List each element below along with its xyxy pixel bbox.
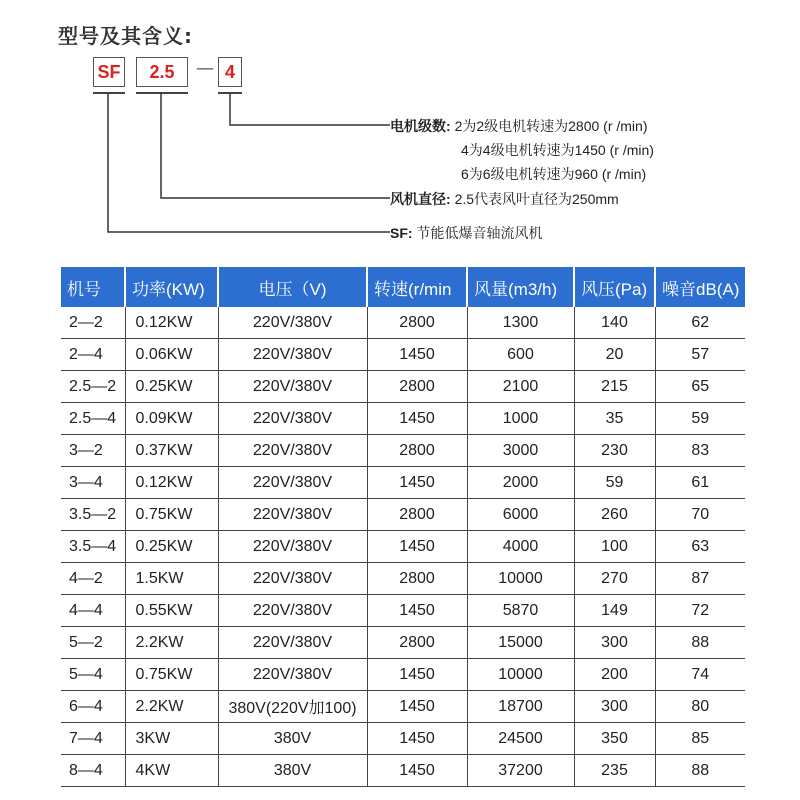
cell-power: 0.37KW bbox=[125, 435, 218, 467]
cell-pressure: 140 bbox=[574, 307, 655, 339]
cell-voltage: 220V/380V bbox=[218, 339, 367, 371]
cell-pressure: 350 bbox=[574, 723, 655, 755]
cell-airflow: 2100 bbox=[467, 371, 574, 403]
cell-pressure: 300 bbox=[574, 627, 655, 659]
pole-legend-text-6: 6为6级电机转速为960 (r /min) bbox=[461, 166, 647, 182]
cell-power: 0.12KW bbox=[125, 307, 218, 339]
model-code-series: SF bbox=[93, 57, 125, 87]
cell-speed: 1450 bbox=[367, 723, 467, 755]
cell-speed: 2800 bbox=[367, 563, 467, 595]
cell-power: 0.09KW bbox=[125, 403, 218, 435]
diameter-leader-line bbox=[161, 93, 390, 198]
cell-airflow: 3000 bbox=[467, 435, 574, 467]
table-row bbox=[61, 563, 745, 595]
series-legend-line bbox=[390, 224, 542, 242]
cell-model: 3.5—4 bbox=[61, 531, 125, 563]
table-row bbox=[61, 339, 745, 371]
cell-airflow: 1300 bbox=[467, 307, 574, 339]
model-code-dash: — bbox=[196, 58, 214, 79]
cell-voltage: 220V/380V bbox=[218, 595, 367, 627]
table-row bbox=[61, 435, 745, 467]
cell-voltage: 380V(220V加100) bbox=[218, 691, 367, 723]
cell-airflow: 10000 bbox=[467, 659, 574, 691]
cell-speed: 1450 bbox=[367, 691, 467, 723]
cell-power: 2.2KW bbox=[125, 627, 218, 659]
cell-power: 3KW bbox=[125, 723, 218, 755]
cell-model: 3—2 bbox=[61, 435, 125, 467]
cell-airflow: 15000 bbox=[467, 627, 574, 659]
spec-table bbox=[61, 267, 745, 787]
pole-legend-text-2: 2为2级电机转速为2800 (r /min) bbox=[454, 118, 648, 134]
cell-noise: 74 bbox=[655, 659, 745, 691]
series-legend-key: SF: bbox=[390, 225, 413, 241]
cell-airflow: 10000 bbox=[467, 563, 574, 595]
cell-pressure: 215 bbox=[574, 371, 655, 403]
col-header-airflow: 风量(m3/h) bbox=[467, 267, 574, 307]
diameter-legend-line bbox=[390, 190, 619, 208]
cell-voltage: 220V/380V bbox=[218, 499, 367, 531]
cell-speed: 1450 bbox=[367, 595, 467, 627]
col-header-model: 机号 bbox=[61, 267, 125, 307]
cell-noise: 57 bbox=[655, 339, 745, 371]
table-row bbox=[61, 755, 745, 787]
table-row bbox=[61, 595, 745, 627]
cell-voltage: 220V/380V bbox=[218, 627, 367, 659]
cell-speed: 1450 bbox=[367, 467, 467, 499]
cell-model: 5—2 bbox=[61, 627, 125, 659]
cell-airflow: 5870 bbox=[467, 595, 574, 627]
cell-voltage: 220V/380V bbox=[218, 371, 367, 403]
pole-legend-text-4: 4为4级电机转速为1450 (r /min) bbox=[461, 142, 654, 158]
cell-power: 1.5KW bbox=[125, 563, 218, 595]
table-row bbox=[61, 499, 745, 531]
cell-speed: 1450 bbox=[367, 755, 467, 787]
cell-airflow: 2000 bbox=[467, 467, 574, 499]
cell-voltage: 220V/380V bbox=[218, 307, 367, 339]
cell-pressure: 59 bbox=[574, 467, 655, 499]
cell-noise: 85 bbox=[655, 723, 745, 755]
cell-power: 0.75KW bbox=[125, 659, 218, 691]
cell-model: 8—4 bbox=[61, 755, 125, 787]
cell-voltage: 220V/380V bbox=[218, 467, 367, 499]
table-row bbox=[61, 403, 745, 435]
cell-pressure: 260 bbox=[574, 499, 655, 531]
cell-airflow: 18700 bbox=[467, 691, 574, 723]
cell-voltage: 220V/380V bbox=[218, 435, 367, 467]
cell-pressure: 35 bbox=[574, 403, 655, 435]
series-legend-text: 节能低爆音轴流风机 bbox=[416, 225, 543, 241]
col-header-pressure: 风压(Pa) bbox=[574, 267, 655, 307]
cell-noise: 72 bbox=[655, 595, 745, 627]
table-row bbox=[61, 691, 745, 723]
cell-noise: 83 bbox=[655, 435, 745, 467]
cell-pressure: 235 bbox=[574, 755, 655, 787]
cell-model: 4—4 bbox=[61, 595, 125, 627]
cell-speed: 2800 bbox=[367, 627, 467, 659]
pole-leader-line bbox=[230, 93, 390, 125]
cell-airflow: 4000 bbox=[467, 531, 574, 563]
cell-power: 2.2KW bbox=[125, 691, 218, 723]
cell-noise: 65 bbox=[655, 371, 745, 403]
pole-legend-key: 电机级数: bbox=[390, 118, 451, 134]
spec-table-body bbox=[61, 307, 745, 787]
cell-airflow: 24500 bbox=[467, 723, 574, 755]
table-row bbox=[61, 531, 745, 563]
cell-airflow: 37200 bbox=[467, 755, 574, 787]
page-title: 型号及其含义: bbox=[58, 24, 193, 48]
table-row bbox=[61, 627, 745, 659]
cell-pressure: 149 bbox=[574, 595, 655, 627]
diameter-legend-text: 2.5代表风叶直径为250mm bbox=[454, 191, 619, 207]
cell-airflow: 6000 bbox=[467, 499, 574, 531]
cell-noise: 59 bbox=[655, 403, 745, 435]
cell-pressure: 200 bbox=[574, 659, 655, 691]
table-row bbox=[61, 371, 745, 403]
cell-model: 3.5—2 bbox=[61, 499, 125, 531]
cell-pressure: 300 bbox=[574, 691, 655, 723]
table-row bbox=[61, 307, 745, 339]
cell-voltage: 220V/380V bbox=[218, 659, 367, 691]
cell-noise: 61 bbox=[655, 467, 745, 499]
table-header-row bbox=[61, 267, 745, 307]
cell-model: 6—4 bbox=[61, 691, 125, 723]
table-row bbox=[61, 723, 745, 755]
cell-airflow: 1000 bbox=[467, 403, 574, 435]
cell-model: 3—4 bbox=[61, 467, 125, 499]
cell-speed: 2800 bbox=[367, 435, 467, 467]
diameter-legend-key: 风机直径: bbox=[390, 191, 451, 207]
cell-power: 0.75KW bbox=[125, 499, 218, 531]
table-row bbox=[61, 467, 745, 499]
table-row bbox=[61, 659, 745, 691]
cell-noise: 88 bbox=[655, 627, 745, 659]
cell-model: 2—2 bbox=[61, 307, 125, 339]
cell-airflow: 600 bbox=[467, 339, 574, 371]
cell-speed: 1450 bbox=[367, 403, 467, 435]
cell-noise: 87 bbox=[655, 563, 745, 595]
cell-speed: 1450 bbox=[367, 659, 467, 691]
cell-voltage: 220V/380V bbox=[218, 531, 367, 563]
cell-noise: 70 bbox=[655, 499, 745, 531]
cell-voltage: 220V/380V bbox=[218, 403, 367, 435]
cell-noise: 63 bbox=[655, 531, 745, 563]
model-code-pole: 4 bbox=[218, 57, 242, 87]
series-leader-line bbox=[108, 93, 390, 232]
pole-legend-line-1 bbox=[390, 117, 648, 135]
col-header-speed: 转速(r/min bbox=[367, 267, 467, 307]
cell-speed: 1450 bbox=[367, 339, 467, 371]
cell-noise: 62 bbox=[655, 307, 745, 339]
cell-power: 0.06KW bbox=[125, 339, 218, 371]
col-header-noise: 噪音dB(A) bbox=[655, 267, 745, 307]
cell-power: 0.12KW bbox=[125, 467, 218, 499]
cell-power: 0.55KW bbox=[125, 595, 218, 627]
cell-model: 2.5—2 bbox=[61, 371, 125, 403]
col-header-power: 功率(KW) bbox=[125, 267, 218, 307]
cell-speed: 2800 bbox=[367, 371, 467, 403]
cell-model: 2.5—4 bbox=[61, 403, 125, 435]
cell-pressure: 270 bbox=[574, 563, 655, 595]
cell-pressure: 230 bbox=[574, 435, 655, 467]
cell-noise: 88 bbox=[655, 755, 745, 787]
cell-power: 4KW bbox=[125, 755, 218, 787]
cell-speed: 2800 bbox=[367, 307, 467, 339]
cell-speed: 2800 bbox=[367, 499, 467, 531]
cell-model: 7—4 bbox=[61, 723, 125, 755]
cell-voltage: 220V/380V bbox=[218, 563, 367, 595]
cell-pressure: 20 bbox=[574, 339, 655, 371]
cell-model: 5—4 bbox=[61, 659, 125, 691]
cell-speed: 1450 bbox=[367, 531, 467, 563]
cell-pressure: 100 bbox=[574, 531, 655, 563]
cell-voltage: 380V bbox=[218, 755, 367, 787]
cell-power: 0.25KW bbox=[125, 531, 218, 563]
model-code-size: 2.5 bbox=[136, 57, 188, 87]
cell-model: 4—2 bbox=[61, 563, 125, 595]
col-header-voltage: 电压（V) bbox=[218, 267, 367, 307]
cell-noise: 80 bbox=[655, 691, 745, 723]
cell-model: 2—4 bbox=[61, 339, 125, 371]
cell-voltage: 380V bbox=[218, 723, 367, 755]
cell-power: 0.25KW bbox=[125, 371, 218, 403]
